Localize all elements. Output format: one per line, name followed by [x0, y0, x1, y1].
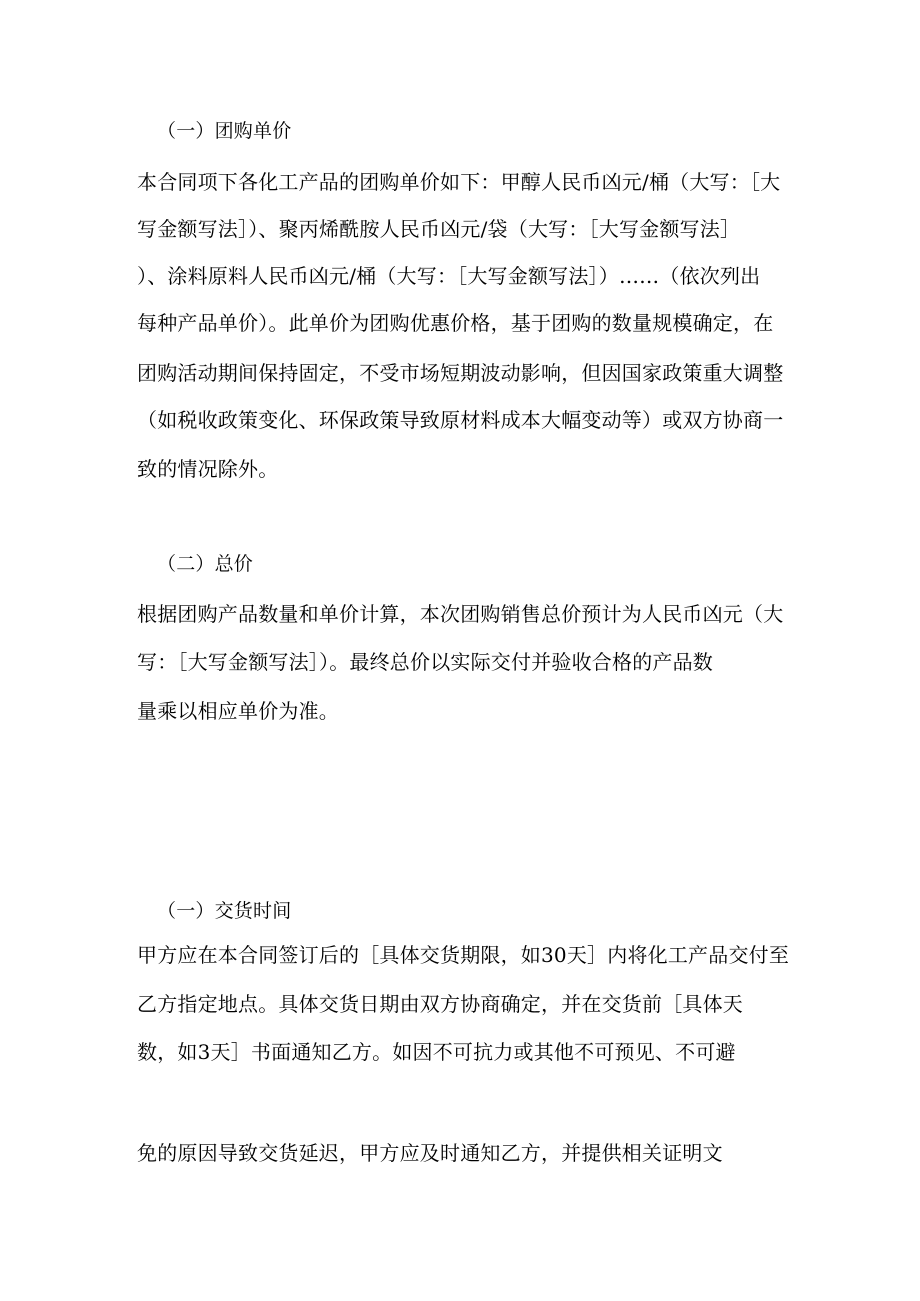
paragraph-line: 本合同项下各化工产品的团购单价如下：甲醇人民币凶元/桶（大写：［大	[137, 170, 781, 194]
paragraph-line: 写：［大写金额写法］）。最终总价以实际交付并验收合格的产品数	[137, 650, 713, 674]
paragraph-line: 每种产品单价）。此单价为团购优惠价格，基于团购的数量规模确定，在	[137, 311, 774, 335]
paragraph-line: （如税收政策变化、环保政策导致原材料成本大幅变动等）或双方协商一	[137, 408, 784, 432]
paragraph-line: ）、涂料原料人民币凶元/桶（大写：［大写金额写法］）……（依次列出	[137, 264, 761, 288]
paragraph-line: 量乘以相应单价为准。	[137, 699, 339, 723]
paragraph-line: 致的情况除外。	[137, 457, 279, 481]
paragraph-line: 团购活动期间保持固定，不受市场短期波动影响，但因国家政策重大调整	[137, 361, 784, 385]
paragraph-line: 根据团购产品数量和单价计算，本次团购销售总价预计为人民币凶元（大	[137, 602, 784, 626]
section-heading-delivery-time: （一）交货时间	[157, 900, 292, 922]
paragraph-line: 数，如3天］书面通知乙方。如因不可抗力或其他不可预见、不可避	[137, 1040, 736, 1064]
paragraph-line: 乙方指定地点。具体交货日期由双方协商确定，并在交货前［具体天	[137, 992, 743, 1016]
paragraph-line: 甲方应在本合同签订后的［具体交货期限，如30天］内将化工产品交付至	[137, 943, 790, 967]
section-heading-total-price: （二）总价	[157, 553, 254, 575]
section-heading-unit-price: （一）团购单价	[157, 120, 292, 142]
paragraph-line: 免的原因导致交货延迟，甲方应及时通知乙方，并提供相关证明文	[137, 1141, 723, 1165]
paragraph-line: 写金额写法］）、聚丙烯酰胺人民币凶元/袋（大写：［大写金额写法］	[137, 217, 741, 241]
